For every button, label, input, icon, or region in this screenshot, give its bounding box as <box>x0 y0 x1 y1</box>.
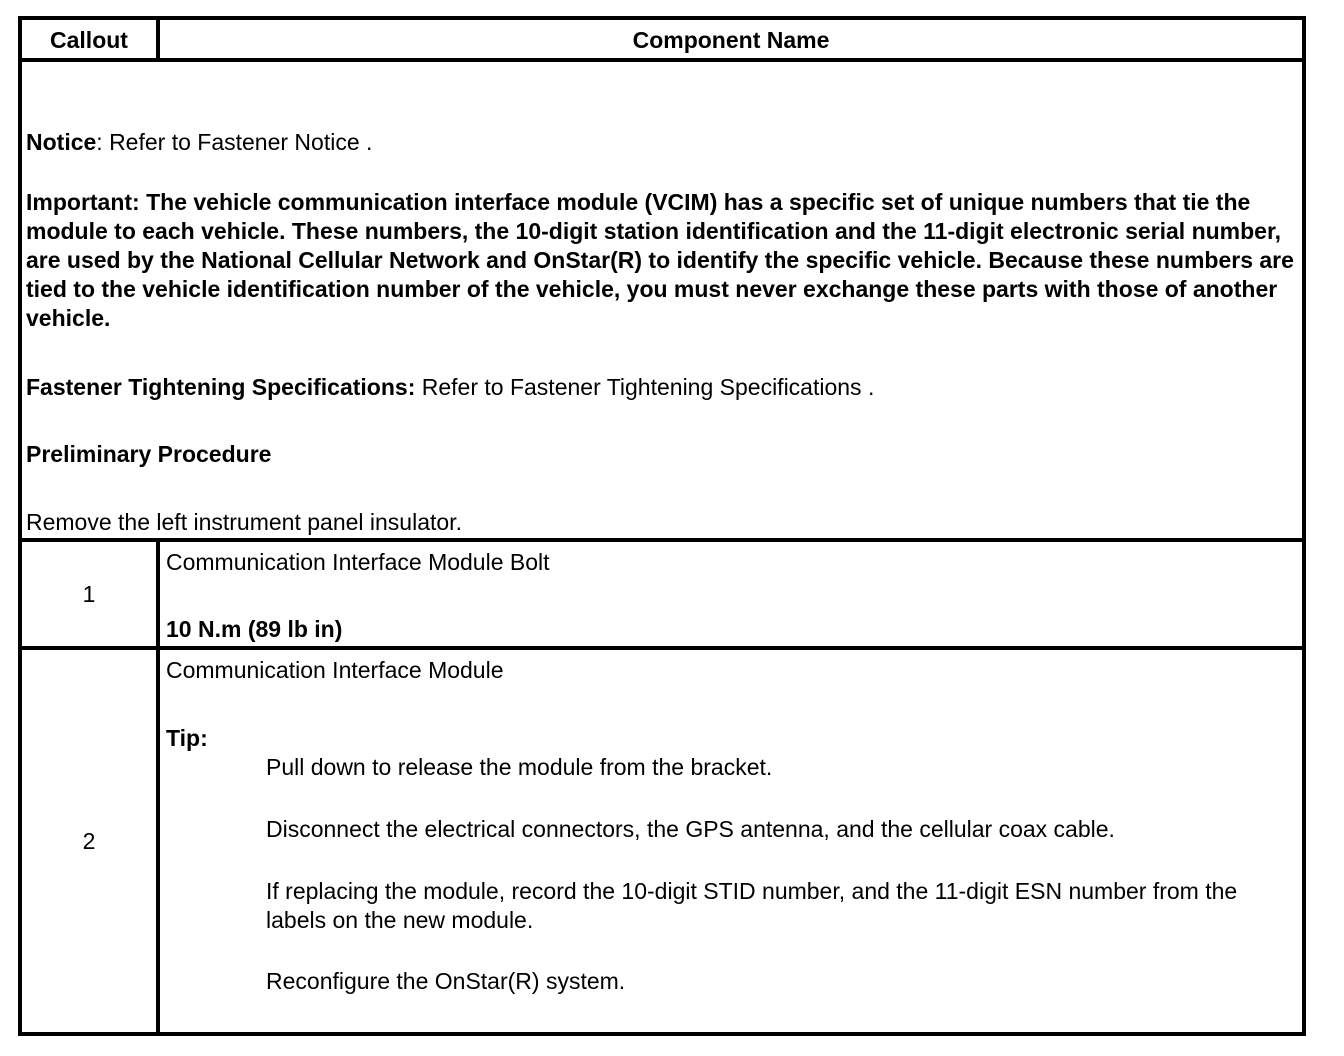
important-paragraph: Important: The vehicle communication interface module (VCIM) has a specific set of unique numbers that tie the module to each vehicle. These numbers, the 10-digit station identification and the 11-digit electronic serial number, are used by the National Cellular Network and OnStar(R) to identify the specific vehicle. Because these numbers are tied to the vehicle identification number of the vehicle, you must never exchange these parts with those of another vehicle. <box>26 189 1294 331</box>
table-row <box>22 650 1302 1032</box>
preliminary-heading: Preliminary Procedure <box>26 441 272 467</box>
component-cell <box>156 650 1302 1032</box>
notice-paragraph <box>26 128 1298 157</box>
intro-cell <box>22 62 1302 542</box>
fastener-paragraph <box>26 373 1298 402</box>
header-component-name: Component Name <box>156 20 1302 58</box>
callout-number: 1 <box>82 580 96 607</box>
tip-item: Disconnect the electrical connectors, the GPS antenna, and the cellular coax cable. <box>266 816 1115 842</box>
component-name: Communication Interface Module <box>166 657 504 683</box>
preliminary-step: Remove the left instrument panel insulator. <box>26 509 462 535</box>
tip-item: Pull down to release the module from the bracket. <box>266 754 773 780</box>
table-header <box>22 20 1302 62</box>
tip-item: If replacing the module, record the 10-digit STID number, and the 11-digit ESN number from the labels on the new module. <box>266 878 1238 933</box>
tip-item: Reconfigure the OnStar(R) system. <box>266 968 626 994</box>
fastener-label: Fastener Tightening Specifications: <box>26 374 416 400</box>
torque-spec: 10 N.m (89 lb in) <box>166 616 343 642</box>
procedure-table <box>18 16 1306 1036</box>
callout-number: 2 <box>82 827 96 854</box>
component-cell <box>156 542 1302 646</box>
notice-label: Notice <box>26 129 97 155</box>
fastener-text: Refer to Fastener Tightening Specifications . <box>415 374 875 400</box>
header-callout: Callout <box>50 27 128 53</box>
tip-label: Tip: <box>166 725 208 751</box>
component-name: Communication Interface Module Bolt <box>166 549 550 575</box>
notice-text: : Refer to Fastener Notice . <box>96 129 373 155</box>
table-row <box>22 542 1302 650</box>
